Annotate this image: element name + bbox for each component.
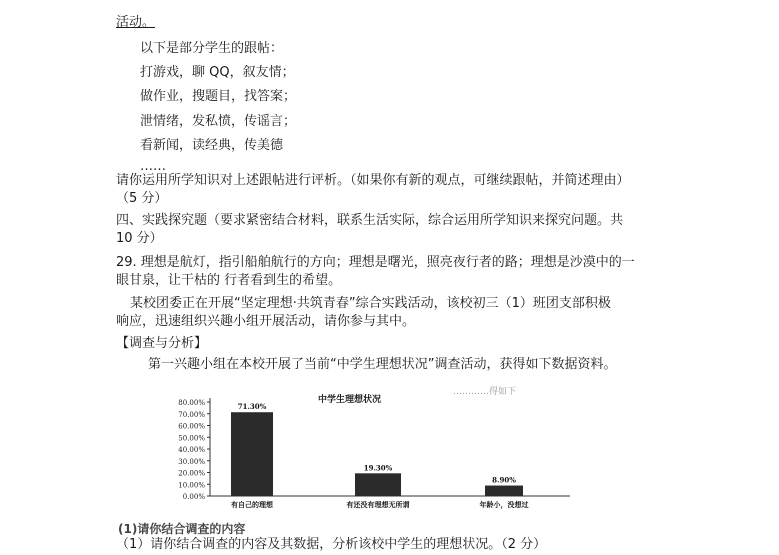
doc-line-survey-heading: 【调查与分析】 <box>116 336 208 351</box>
chart-title: 中学生理想状况 <box>318 395 382 405</box>
doc-line-subquestion-1: （1）请你结合调查的内容及其数据，分析该校中学生的理想状况。（2 分） <box>116 537 547 552</box>
doc-line-q29-cont: 眼甘泉，让干枯的 行者看到生的希望。 <box>116 273 342 288</box>
chart-y-tick-label: 10.00% <box>178 481 205 490</box>
survey-chart <box>168 380 598 530</box>
chart-partial-caption: (1)请你结合调查的内容 <box>118 522 246 536</box>
chart-y-tick-label: 60.00% <box>178 422 205 431</box>
chart-y-tick-label: 80.00% <box>178 399 205 407</box>
chart-value-label: 8.90% <box>492 475 516 485</box>
chart-y-tick-label: 50.00% <box>178 434 205 443</box>
chart-faded-text: …………得如下 <box>453 387 517 397</box>
doc-line-post-2: 做作业，搜题目，找答案； <box>140 89 297 104</box>
doc-line-ellipsis: …… <box>140 159 166 174</box>
chart-bar <box>231 412 273 496</box>
chart-value-label: 71.30% <box>237 402 267 412</box>
chart-category-label: 有自己的理想 <box>231 501 273 509</box>
doc-line-score-10: 10 分） <box>116 231 163 246</box>
doc-line-post-1: 打游戏，聊 QQ，叙友情； <box>140 65 295 80</box>
doc-line-q29: 29. 理想是航灯，指引船舶航行的方向；理想是曙光，照亮夜行者的路；理想是沙漠中的一 <box>116 255 635 270</box>
chart-y-tick-label: 20.00% <box>178 469 205 478</box>
chart-category-label: 有还没有理想无所谓 <box>346 501 410 509</box>
chart-bar <box>355 473 401 496</box>
doc-line-section-4: 四、实践探究题（要求紧密结合材料，联系生活实际，综合运用所学知识来探究问题。共 <box>116 213 624 228</box>
doc-line-post-4: 看新闻，读经典，传美德 <box>140 138 284 153</box>
chart-value-label: 19.30% <box>363 463 393 473</box>
survey-chart-svg <box>168 380 598 530</box>
chart-y-tick-label: 40.00% <box>178 446 205 454</box>
doc-line-intro: 以下是部分学生的跟帖： <box>140 41 284 56</box>
doc-line-activity-desc: 某校团委正在开展“坚定理想·共筑青春”综合实践活动，该校初三（1）班团支部积极 <box>130 296 611 311</box>
doc-line-activity: 活动。 <box>116 15 156 30</box>
doc-line-score-5: （5 分） <box>116 191 168 206</box>
doc-line-survey-intro: 第一兴趣小组在本校开展了当前“中学生理想状况”调查活动，获得如下数据资料。 <box>148 357 617 372</box>
chart-y-tick-label: 30.00% <box>178 457 205 466</box>
doc-line-activity-desc-cont: 响应，迅速组织兴趣小组开展活动，请你参与其中。 <box>116 314 416 329</box>
chart-bar <box>485 486 523 496</box>
doc-line-question: 请你运用所学知识对上述跟帖进行评析。（如果你有新的观点，可继续跟帖，并简述理由） <box>116 173 630 188</box>
chart-y-tick-label: 0.00% <box>182 493 205 501</box>
chart-category-label: 年龄小，没想过 <box>479 501 529 509</box>
doc-line-post-3: 泄情绪，发私愤，传谣言； <box>140 114 297 129</box>
chart-y-tick-label: 70.00% <box>178 410 205 419</box>
